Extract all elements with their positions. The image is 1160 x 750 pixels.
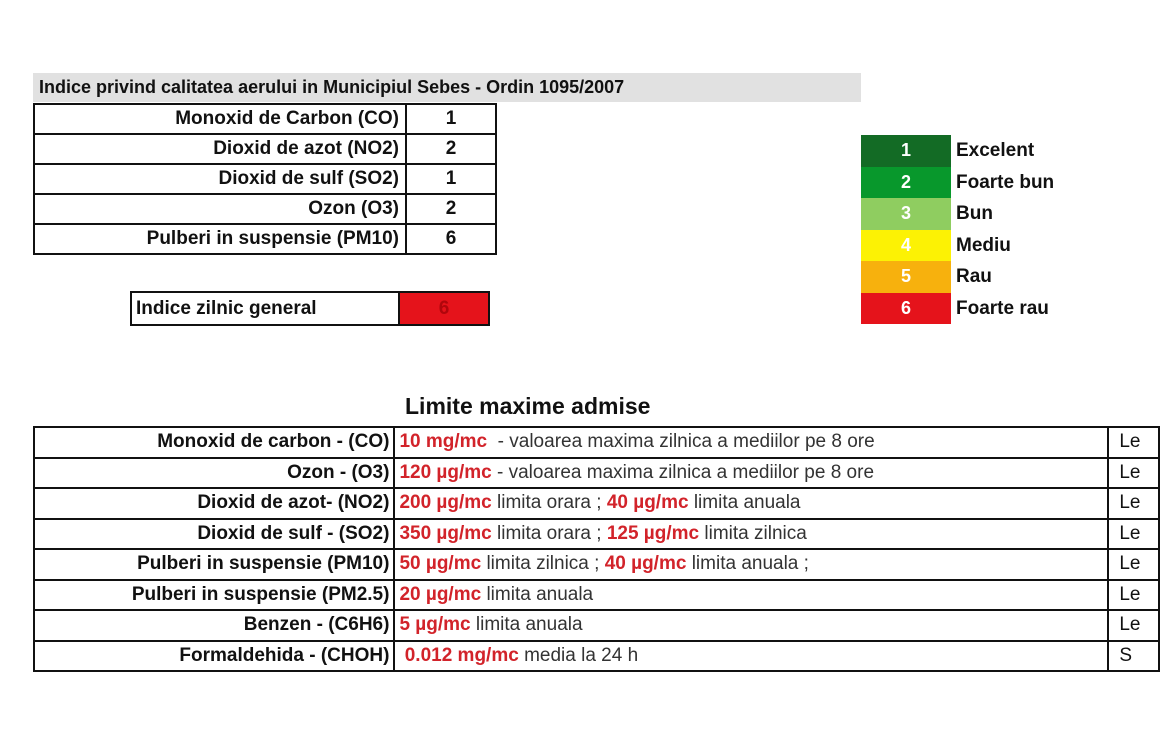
limit-description xyxy=(394,488,1108,519)
limit-reference: Le xyxy=(1108,610,1159,641)
limit-text: limita zilnica ; xyxy=(481,553,605,575)
legend-swatch: 5 xyxy=(861,261,951,293)
limit-value: 125 µg/mc xyxy=(606,522,700,544)
limit-pollutant-name: Monoxid de carbon - (CO) xyxy=(34,427,394,458)
limit-description xyxy=(394,427,1108,458)
limits-table xyxy=(33,426,1160,672)
table-row xyxy=(34,610,1159,641)
pollutant-name: Ozon (O3) xyxy=(34,194,406,224)
limit-value: 10 mg/mc xyxy=(399,431,488,453)
pollutant-index-value: 1 xyxy=(406,104,496,134)
limit-description xyxy=(394,458,1108,489)
limit-text: limita anuala ; xyxy=(686,553,809,575)
limit-pollutant-name: Ozon - (O3) xyxy=(34,458,394,489)
legend-swatch: 3 xyxy=(861,198,951,230)
pollutant-index-value: 1 xyxy=(406,164,496,194)
limit-description xyxy=(394,519,1108,550)
limit-value: 0.012 mg/mc xyxy=(399,644,519,666)
table-row xyxy=(34,458,1159,489)
limit-reference: Le xyxy=(1108,519,1159,550)
pollutant-name: Dioxid de sulf (SO2) xyxy=(34,164,406,194)
limit-description xyxy=(394,580,1108,611)
table-row xyxy=(34,134,496,164)
limit-pollutant-name: Dioxid de sulf - (SO2) xyxy=(34,519,394,550)
limit-reference: Le xyxy=(1108,488,1159,519)
limit-pollutant-name: Pulberi in suspensie (PM2.5) xyxy=(34,580,394,611)
table-row xyxy=(34,104,496,134)
limit-value: 40 µg/mc xyxy=(604,553,687,575)
legend-label: Mediu xyxy=(956,234,1011,256)
limit-text: limita orara ; xyxy=(491,492,607,514)
page-title: Indice privind calitatea aerului in Municipiul Sebes - Ordin 1095/2007 xyxy=(33,73,861,102)
table-row xyxy=(131,292,489,325)
pollutant-name: Dioxid de azot (NO2) xyxy=(34,134,406,164)
limit-value: 350 µg/mc xyxy=(399,522,492,544)
limit-text: limita anuala xyxy=(470,614,583,636)
pollutant-index-value: 2 xyxy=(406,134,496,164)
legend-label: Foarte rau xyxy=(956,297,1049,319)
limit-reference: S xyxy=(1108,641,1159,672)
limit-reference: Le xyxy=(1108,427,1159,458)
general-index-label: Indice zilnic general xyxy=(131,292,399,325)
limit-value: 5 µg/mc xyxy=(399,614,471,636)
general-index-value: 6 xyxy=(399,292,489,325)
limit-description xyxy=(394,549,1108,580)
legend-swatch: 4 xyxy=(861,230,951,262)
limit-text: limita anuala xyxy=(688,492,801,514)
table-row xyxy=(34,519,1159,550)
limit-pollutant-name: Benzen - (C6H6) xyxy=(34,610,394,641)
limit-description xyxy=(394,641,1108,672)
legend-swatch: 1 xyxy=(861,135,951,167)
limit-value: 50 µg/mc xyxy=(399,553,482,575)
legend-label: Excelent xyxy=(956,140,1035,161)
limit-text: limita zilnica xyxy=(699,522,807,544)
limit-description xyxy=(394,610,1108,641)
pollutant-name: Pulberi in suspensie (PM10) xyxy=(34,224,406,254)
limit-pollutant-name: Dioxid de azot- (NO2) xyxy=(34,488,394,519)
legend-label: Bun xyxy=(956,203,993,224)
pollutant-index-value: 6 xyxy=(406,224,496,254)
table-row xyxy=(34,549,1159,580)
legend-swatch: 6 xyxy=(861,293,951,325)
limit-text: - valoarea maxima zilnica a mediilor pe 8 ore xyxy=(491,461,875,483)
limit-value: 20 µg/mc xyxy=(399,583,482,605)
limit-reference: Le xyxy=(1108,549,1159,580)
table-row xyxy=(34,224,496,254)
pollutant-index-table xyxy=(33,103,497,255)
table-row xyxy=(34,164,496,194)
limit-text: limita orara ; xyxy=(491,522,607,544)
limit-value: 200 µg/mc xyxy=(399,492,492,514)
limit-text: - valoarea maxima zilnica a mediilor pe 8 ore xyxy=(487,431,875,453)
table-row xyxy=(34,488,1159,519)
pollutant-name: Monoxid de Carbon (CO) xyxy=(34,104,406,134)
pollutant-index-value: 2 xyxy=(406,194,496,224)
table-row xyxy=(34,580,1159,611)
limit-pollutant-name: Pulberi in suspensie (PM10) xyxy=(34,549,394,580)
legend-label: Rau xyxy=(956,266,992,287)
limit-reference: Le xyxy=(1108,458,1159,489)
limit-value: 120 µg/mc xyxy=(399,461,492,483)
limit-pollutant-name: Formaldehida - (CHOH) xyxy=(34,641,394,672)
table-row xyxy=(34,194,496,224)
general-index-table xyxy=(130,291,490,326)
limits-title: Limite maxime admise xyxy=(405,393,651,419)
limit-value: 40 µg/mc xyxy=(606,492,689,514)
table-row xyxy=(34,641,1159,672)
limit-text: media la 24 h xyxy=(518,644,639,666)
legend-swatch: 2 xyxy=(861,167,951,199)
limit-text: limita anuala xyxy=(481,583,594,605)
limit-reference: Le xyxy=(1108,580,1159,611)
table-row xyxy=(34,427,1159,458)
legend-label: Foarte bun xyxy=(956,171,1055,193)
